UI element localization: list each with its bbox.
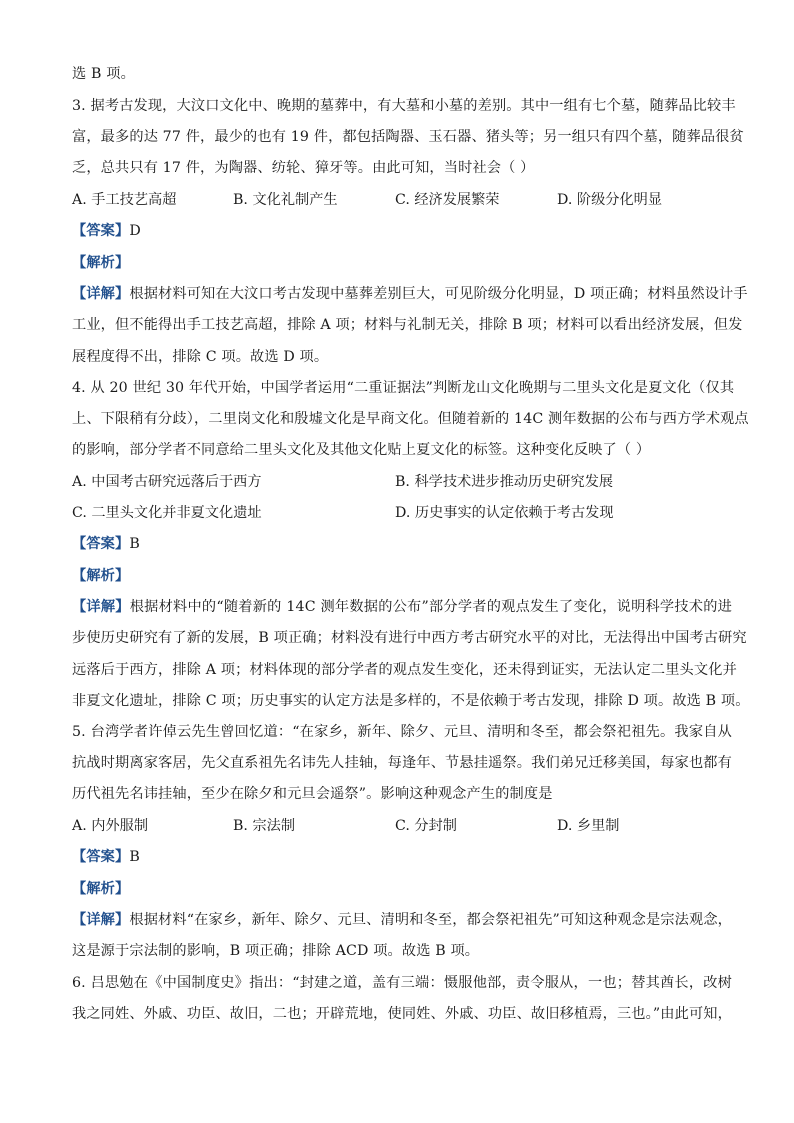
analysis-line: [72, 253, 732, 273]
question-3-option-a: A. 手工技艺高超: [72, 192, 177, 208]
analysis-tag: 【解析】: [72, 255, 130, 271]
question-5-option-c: C. 分封制: [395, 818, 457, 834]
explanation-text: 根据材料可知在大汶口考古发现中墓葬差别巨大，可见阶级分化明显，D 项正确；材料虽然设计手: [129, 286, 748, 302]
question-3-option-b: B. 文化礼制产生: [233, 192, 338, 208]
detail-tag: 【详解】: [72, 599, 130, 615]
question-5-text: 抗战时期离家客居，先父直系祖先名讳先人挂轴，每逢年、节悬挂遥祭。我们弟兄迁移美国，每家也都有: [72, 755, 732, 771]
text-line: 选 B 项。: [72, 66, 135, 82]
question-4-option-a: A. 中国考古研究远落后于西方: [72, 474, 262, 490]
answer-line: [72, 221, 732, 241]
question-3-option-d: D. 阶级分化明显: [557, 192, 663, 208]
question-6-text: 6. 吕思勉在《中国制度史》指出：“封建之道，盖有三端：慑服他部，责令服从，一也；替其酋长，改树: [72, 975, 732, 991]
explanation-line: [72, 910, 732, 930]
question-4-text: 4. 从 20 世纪 30 年代开始，中国学者运用“二重证据法”判断龙山文化晚期与二里头文化是夏文化（仅其: [72, 380, 735, 396]
answer-tag: 【答案】: [72, 223, 130, 239]
answer-value: B: [129, 536, 140, 552]
analysis-line: [72, 879, 732, 899]
answer-line: [72, 534, 732, 554]
question-5-option-d: D. 乡里制: [557, 818, 620, 834]
question-4-option-b: B. 科学技术进步推动历史研究发展: [395, 474, 614, 490]
explanation-text: 非夏文化遗址，排除 C 项；历史事实的认定方法是多样的，不是依赖于考古发现，排除 D 项。故选 B 项。: [72, 693, 750, 709]
analysis-tag: 【解析】: [72, 881, 130, 897]
question-5-option-b: B. 宗法制: [233, 818, 296, 834]
analysis-tag: 【解析】: [72, 568, 130, 584]
analysis-line: [72, 566, 732, 586]
question-4-option-d: D. 历史事实的认定依赖于考古发现: [395, 505, 614, 521]
detail-tag: 【详解】: [72, 912, 130, 928]
explanation-text: 远落后于西方，排除 A 项；材料体现的部分学者的观点发生变化，还未得到证实，无法认定二里头文化并: [72, 662, 737, 678]
explanation-text: 这是源于宗法制的影响，B 项正确；排除 ACD 项。故选 B 项。: [72, 943, 480, 959]
explanation-text: 工业，但不能得出手工技艺高超，排除 A 项；材料与礼制无关，排除 B 项；材料可以看出经济发展，但发: [72, 317, 743, 333]
question-5-text: 5. 台湾学者许倬云先生曾回忆道：“在家乡，新年、除夕、元旦、清明和冬至，都会祭祀祖先。我家自从: [72, 724, 732, 740]
explanation-text: 展程度得不出，排除 C 项。故选 D 项。: [72, 349, 329, 365]
question-3-text: 富，最多的达 77 件，最少的也有 19 件，都包括陶器、玉石器、猪头等；另一组只有四个墓，随葬品很贫: [72, 129, 744, 145]
question-3-option-c: C. 经济发展繁荣: [395, 192, 500, 208]
explanation-text: 步使历史研究有了新的发展，B 项正确；材料没有进行中西方考古研究水平的对比，无法得出中国考古研究: [72, 630, 747, 646]
answer-value: D: [129, 223, 141, 239]
answer-tag: 【答案】: [72, 536, 130, 552]
answer-value: B: [129, 849, 140, 865]
explanation-line: [72, 597, 732, 617]
explanation-text: 根据材料“在家乡，新年、除夕、元旦、清明和冬至，都会祭祀祖先”可知这种观念是宗法观念，: [129, 912, 733, 928]
question-5-option-a: A. 内外服制: [72, 818, 149, 834]
question-6-text: 我之同姓、外戚、功臣、故旧，二也；开辟荒地，使同姓、外戚、功臣、故旧移植焉，三也。”由此可知，: [72, 1006, 732, 1022]
question-3-text: 3. 据考古发现，大汶口文化中、晚期的墓葬中，有大墓和小墓的差别。其中一组有七个墓，随葬品比较丰: [72, 98, 736, 114]
question-4-text: 上、下限稍有分歧），二里岗文化和殷墟文化是早商文化。但随着新的 14C 测年数据的公布与西方学术观点: [72, 411, 749, 427]
question-4-option-c: C. 二里头文化并非夏文化遗址: [72, 505, 262, 521]
explanation-line: [72, 284, 748, 304]
question-3-text: 乏，总共只有 17 件，为陶器、纺轮、獐牙等。由此可知，当时社会（ ）: [72, 160, 535, 176]
question-5-text: 历代祖先名讳挂轴，至少在除夕和元旦会遥祭”。影响这种观念产生的制度是: [72, 786, 553, 802]
answer-line: [72, 847, 732, 867]
answer-tag: 【答案】: [72, 849, 130, 865]
explanation-text: 根据材料中的“随着新的 14C 测年数据的公布”部分学者的观点发生了变化，说明科学技术的进: [129, 599, 733, 615]
detail-tag: 【详解】: [72, 286, 130, 302]
question-4-text: 的影响，部分学者不同意给二里头文化及其他文化贴上夏文化的标签。这种变化反映了（ ）: [72, 442, 651, 458]
